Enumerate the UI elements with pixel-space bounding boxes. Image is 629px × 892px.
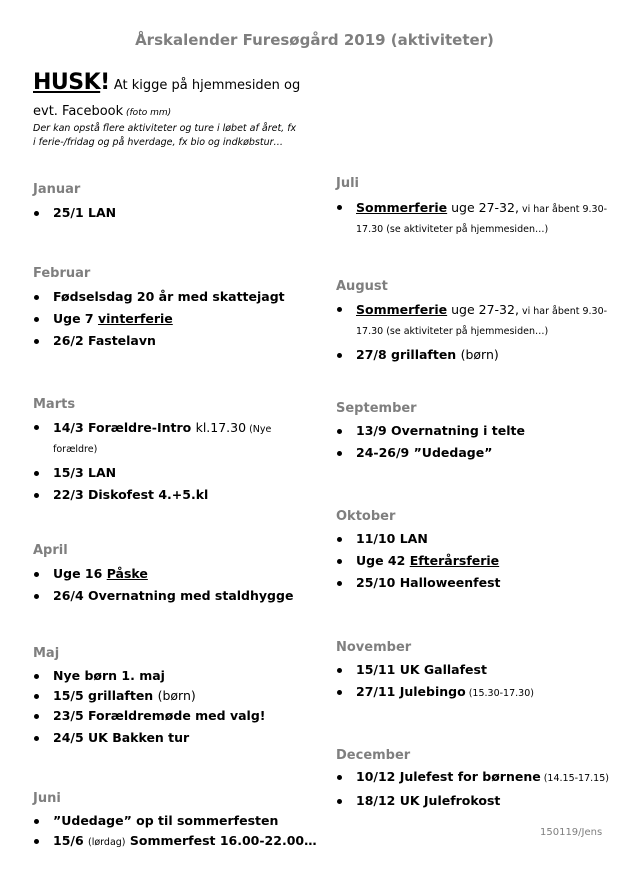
item-small: (lørdag) [88, 837, 126, 848]
list-item: 13/9 Overnatning i telte [336, 423, 626, 439]
item-text: 15/5 grillaften [53, 688, 158, 703]
husk-text-2: evt. Facebook [33, 104, 124, 119]
list-item: Nye børn 1. maj [33, 668, 323, 684]
husk-notice [33, 70, 333, 150]
list-oktober [336, 531, 626, 597]
list-item [33, 566, 323, 582]
footer-signature: 150119/Jens [540, 827, 603, 838]
item-text: 27/8 grillaften [356, 347, 461, 362]
list-januar [33, 205, 323, 227]
list-item: 15/11 UK Gallafest [336, 662, 626, 678]
month-april: April [33, 543, 68, 558]
list-februar [33, 289, 323, 355]
list-item [336, 301, 626, 341]
item-small-2: forældre) [53, 444, 98, 455]
item-underlined: Efterårsferie [409, 553, 500, 568]
list-item [33, 419, 323, 459]
month-september: September [336, 401, 417, 416]
item-underlined: vinterferie [97, 311, 173, 326]
item-text: 10/12 Julefest for børnene [356, 769, 541, 784]
list-november [336, 662, 626, 708]
item-normal: kl.17.30 [195, 420, 247, 435]
list-item: 25/10 Halloweenfest [336, 575, 626, 591]
item-small: (15.30-17.30) [465, 688, 534, 699]
item-small-2: 17.30 (se aktiviteter på hjemmesiden…) [356, 224, 549, 235]
list-item [336, 347, 626, 363]
item-text: 15/6 [53, 833, 89, 848]
month-januar: Januar [33, 182, 81, 197]
item-text: 14/3 Forældre-Intro [53, 420, 196, 435]
item-underlined: Sommerferie [356, 200, 448, 215]
husk-text-2-small: (foto mm) [123, 108, 172, 118]
item-text: Uge 42 [356, 553, 410, 568]
month-marts: Marts [33, 397, 76, 412]
list-item: 23/5 Forældremøde med valg! [33, 708, 323, 724]
list-juni [33, 813, 323, 857]
husk-note-2: i ferie-/fridag og på hverdage, fx bio og indkøbstur… [33, 137, 284, 148]
item-underlined: Sommerferie [356, 302, 448, 317]
list-item: 25/1 LAN [33, 205, 323, 221]
month-maj: Maj [33, 646, 60, 661]
list-item: 11/10 LAN [336, 531, 626, 547]
item-underlined: Påske [106, 566, 148, 581]
list-juli [336, 199, 626, 245]
month-juli: Juli [336, 176, 360, 191]
item-text: Uge 7 [53, 311, 98, 326]
month-november: November [336, 640, 412, 655]
item-small: (Nye [246, 424, 272, 435]
list-item: 22/3 Diskofest 4.+5.kl [33, 487, 323, 503]
husk-exclamation: ! [100, 70, 110, 95]
item-text: 27/11 Julebingo [356, 684, 466, 699]
list-item: 18/12 UK Julefrokost [336, 793, 626, 809]
list-item: 24/5 UK Bakken tur [33, 730, 323, 746]
list-item: 24-26/9 ”Udedage” [336, 445, 626, 461]
list-december [336, 769, 626, 815]
list-maj [33, 668, 323, 752]
month-februar: Februar [33, 266, 91, 281]
month-juni: Juni [33, 791, 61, 806]
list-item: 26/2 Fastelavn [33, 333, 323, 349]
list-item [336, 199, 626, 239]
list-august [336, 301, 626, 369]
month-august: August [336, 279, 388, 294]
item-normal: uge 27-32, [447, 302, 519, 317]
list-item [336, 553, 626, 569]
item-normal: (børn) [157, 688, 196, 703]
item-normal: uge 27-32, [447, 200, 519, 215]
month-december: December [336, 748, 411, 763]
item-text: Uge 16 [53, 566, 107, 581]
month-oktober: Oktober [336, 509, 396, 524]
list-april [33, 566, 323, 610]
list-item: ”Udedage” op til sommerfesten [33, 813, 323, 829]
husk-text-1: At kigge på hjemmesiden og [109, 78, 301, 93]
list-item: 15/3 LAN [33, 465, 323, 481]
item-small: vi har åbent 9.30- [518, 306, 608, 317]
item-small: (14.15-17.15) [540, 773, 609, 784]
item-small-2: 17.30 (se aktiviteter på hjemmesiden…) [356, 326, 549, 337]
list-item [33, 833, 323, 851]
husk-heading: HUSK [33, 70, 101, 95]
list-marts [33, 419, 323, 509]
item-small: vi har åbent 9.30- [518, 204, 608, 215]
list-september [336, 423, 626, 467]
item-rest: Sommerfest 16.00-22.00… [125, 833, 317, 848]
list-item [336, 769, 626, 787]
list-item [33, 311, 323, 327]
list-item: Fødselsdag 20 år med skattejagt [33, 289, 323, 305]
list-item [33, 688, 323, 704]
page-title: Årskalender Furesøgård 2019 (aktiviteter) [135, 31, 494, 49]
list-item [336, 684, 626, 702]
list-item: 26/4 Overnatning med staldhygge [33, 588, 323, 604]
item-normal: (børn) [460, 347, 499, 362]
husk-note-1: Der kan opstå flere aktiviteter og ture i løbet af året, fx [33, 123, 297, 134]
